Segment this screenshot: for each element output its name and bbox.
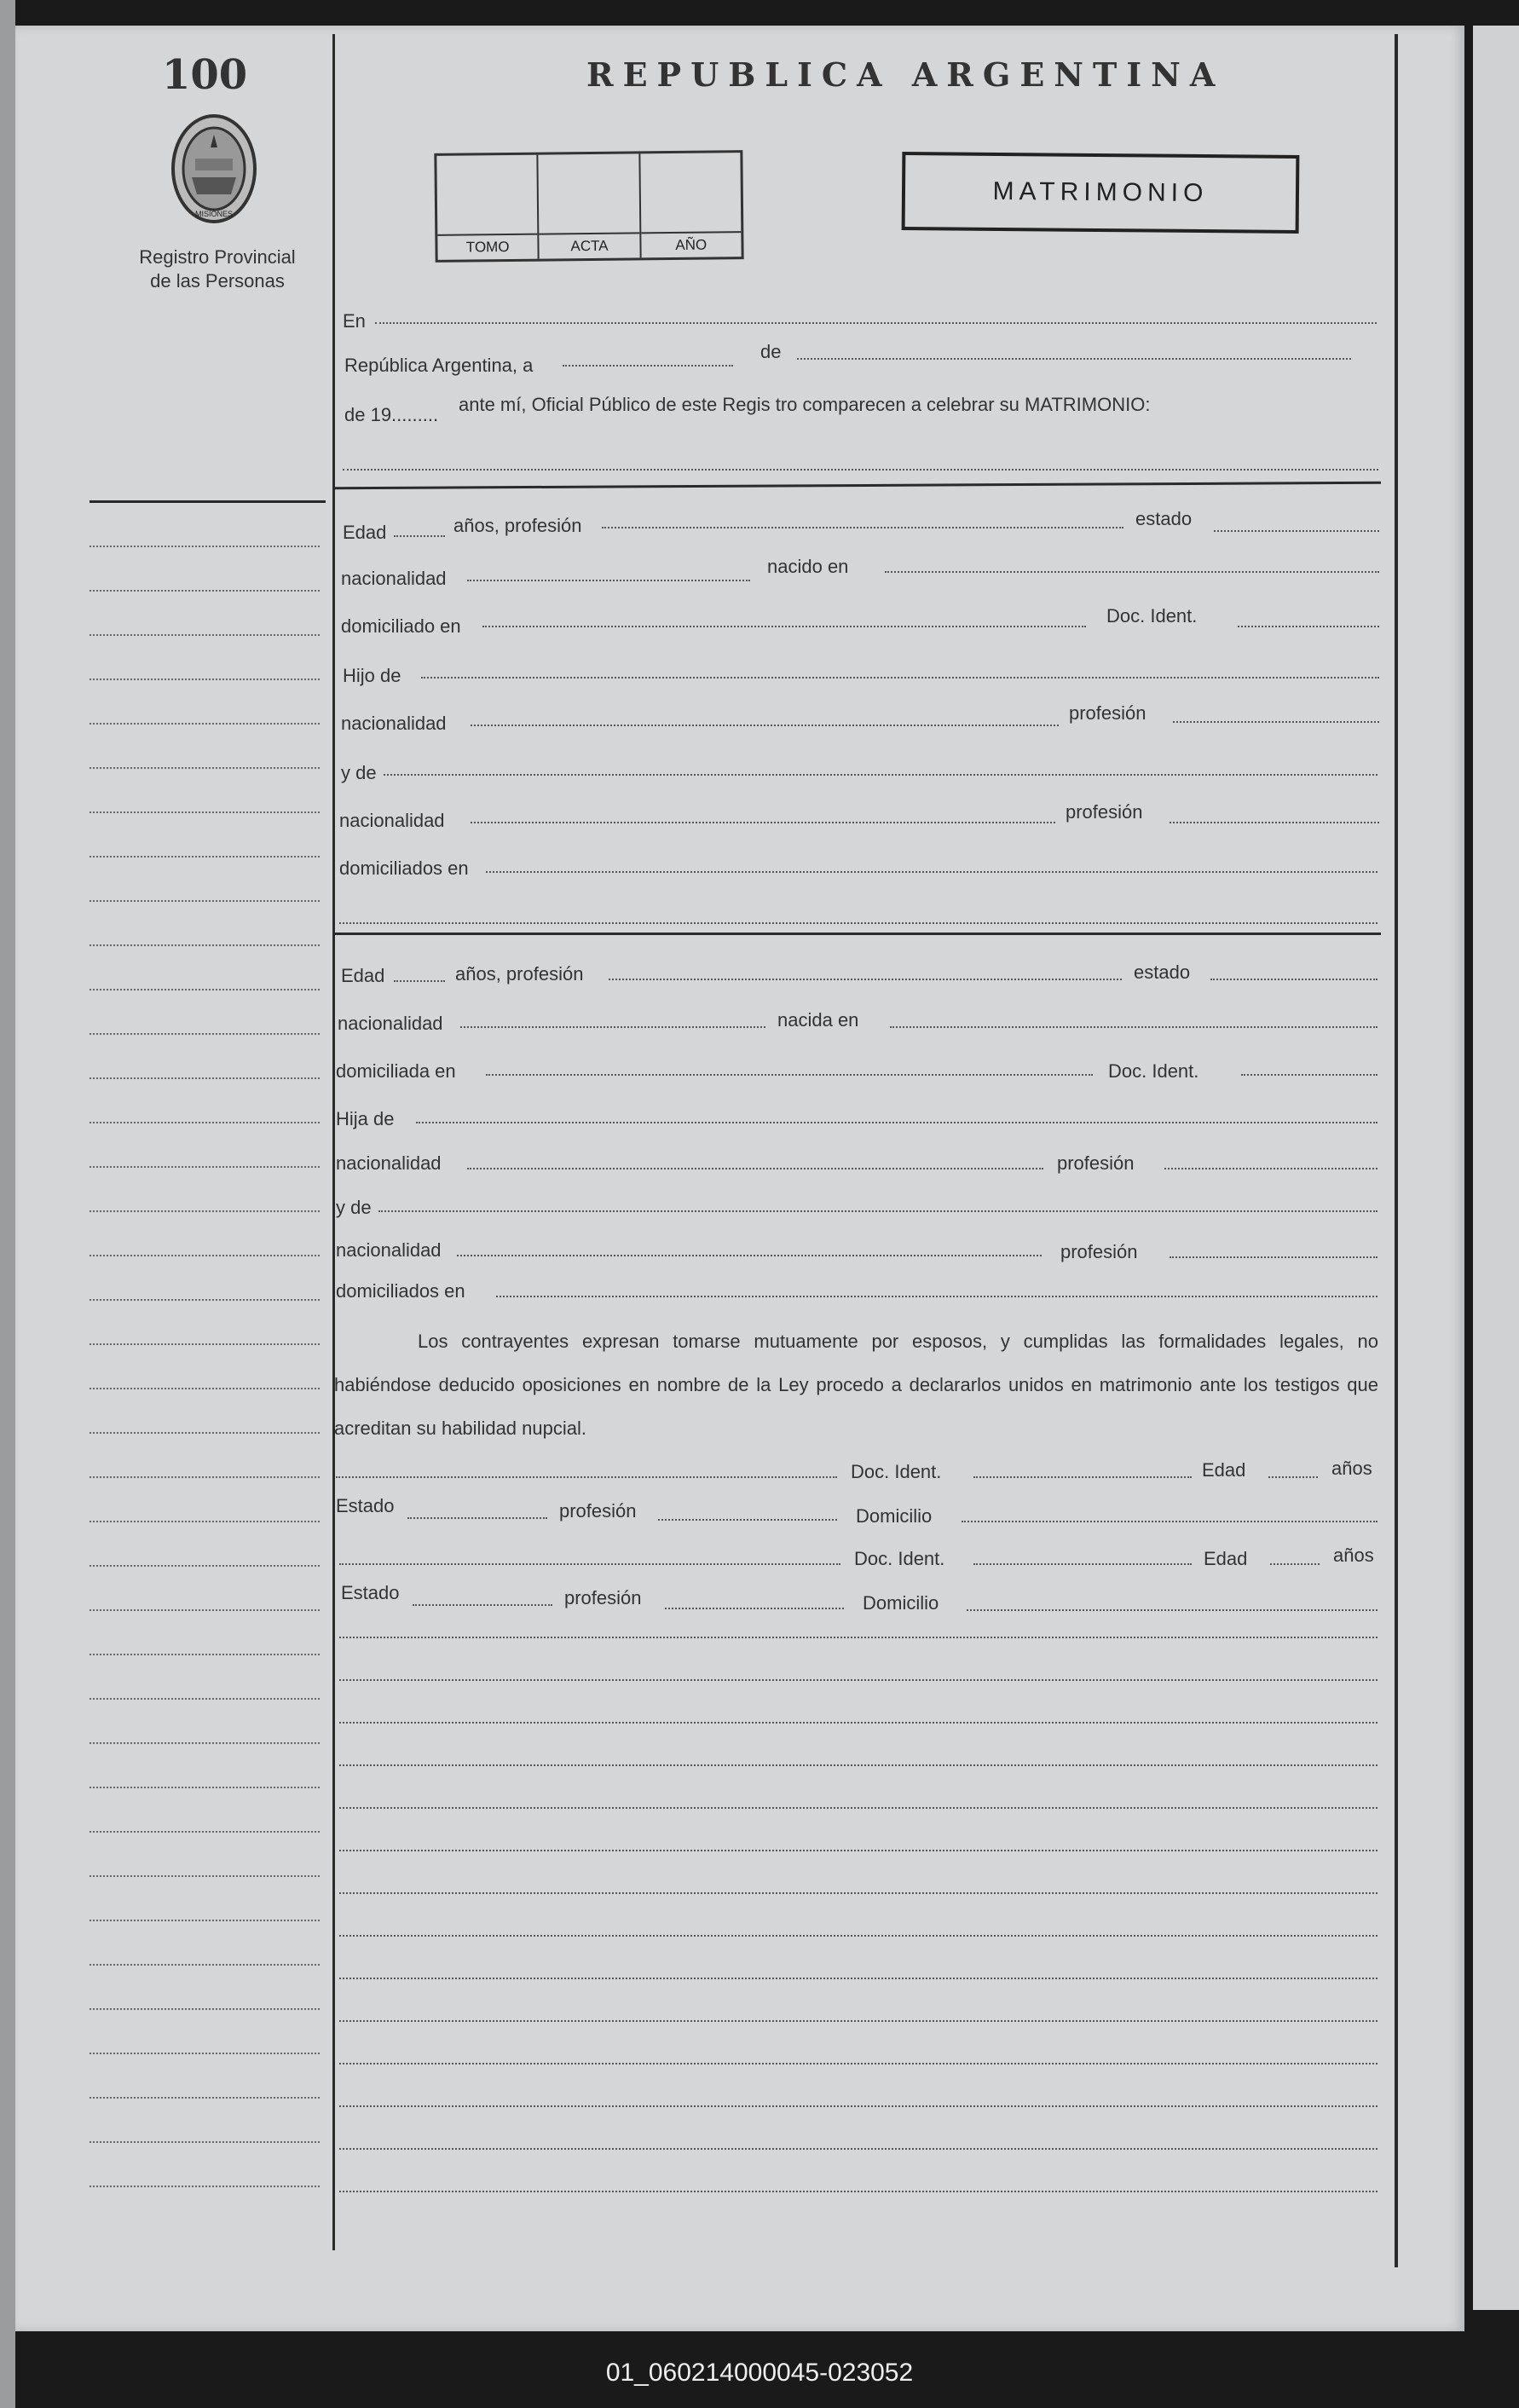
margin-note-line[interactable] (90, 1343, 320, 1345)
margin-note-line[interactable] (90, 1787, 320, 1788)
groom-estado-label: estado (1135, 508, 1193, 529)
margin-note-line[interactable] (90, 590, 320, 592)
margin-note-line[interactable] (90, 1299, 320, 1301)
margin-note-line[interactable] (90, 1476, 320, 1478)
bride-profesion-label: años, profesión (455, 963, 584, 985)
witness1-profesion-field[interactable] (658, 1519, 837, 1521)
tomo-label: TOMO (437, 234, 538, 257)
month-field[interactable] (797, 358, 1351, 360)
groom-father-field[interactable] (421, 677, 1379, 679)
notes-line[interactable] (339, 1722, 1377, 1724)
right-border (1395, 34, 1398, 2267)
groom-profesion-field[interactable] (602, 527, 1123, 528)
witness1-domicilio-field[interactable] (962, 1521, 1377, 1522)
notes-line[interactable] (339, 1935, 1377, 1937)
groom-domicilio-label: domiciliado en (341, 615, 461, 637)
groom-parents-dom-label: domiciliados en (339, 858, 469, 879)
witness2-edad-label: Edad (1204, 1548, 1248, 1569)
groom-parents-dom-field[interactable] (486, 871, 1377, 873)
margin-note-line[interactable] (90, 1831, 320, 1833)
margin-note-line[interactable] (90, 1742, 320, 1744)
groom-doc-field[interactable] (1238, 626, 1379, 627)
margin-note-line[interactable] (90, 944, 320, 946)
margin-note-line[interactable] (90, 2053, 320, 2054)
en-label: En (343, 310, 366, 332)
groom-nacionalidad-label: nacionalidad (341, 568, 447, 589)
margin-note-line[interactable] (90, 1521, 320, 1522)
acta-label: ACTA (540, 232, 640, 255)
witness2-doc-label: Doc. Ident. (854, 1548, 945, 1569)
witness2-domicilio-label: Domicilio (863, 1592, 939, 1614)
margin-note-line[interactable] (90, 900, 320, 902)
groom-domicilio-field[interactable] (482, 626, 1086, 627)
day-field[interactable] (563, 365, 733, 367)
notes-line[interactable] (339, 2105, 1377, 2107)
bride-hija-label: Hija de (336, 1108, 395, 1129)
margin-note-line[interactable] (90, 634, 320, 636)
groom-hijo-label: Hijo de (343, 665, 401, 686)
footer-id: 01_060214000045-023052 (605, 2359, 914, 2387)
witness2-estado-label: Estado (341, 1582, 400, 1603)
register-page (15, 26, 1464, 2331)
groom-edad-label: Edad (343, 522, 387, 543)
margin-note-line[interactable] (90, 1654, 320, 1655)
ano-cell[interactable] (640, 153, 742, 257)
bride-nacida-field[interactable] (890, 1026, 1377, 1028)
bride-edad-field[interactable] (394, 980, 445, 982)
groom-father-prof-field[interactable] (1173, 721, 1379, 723)
notes-line[interactable] (339, 1978, 1377, 1979)
margin-note-line[interactable] (90, 1210, 320, 1212)
bride-parents-dom-label: domiciliados en (336, 1280, 465, 1302)
groom-estado-field[interactable] (1214, 530, 1379, 532)
page-number: 100 (162, 51, 248, 99)
groom-y-de-label: y de (341, 762, 377, 783)
misiones-seal-icon (166, 109, 262, 228)
groom-mother-nac-field[interactable] (471, 822, 1055, 823)
tomo-cell[interactable] (436, 155, 540, 260)
bride-father-nac-label: nacionalidad (336, 1152, 442, 1174)
margin-note-line[interactable] (90, 1388, 320, 1389)
margin-note-line[interactable] (90, 811, 320, 813)
margin-note-line[interactable] (90, 679, 320, 680)
registry-line-2: de las Personas (150, 270, 285, 292)
margin-note-line[interactable] (90, 856, 320, 858)
margin-note-line[interactable] (90, 723, 320, 725)
witness1-estado-field[interactable] (407, 1517, 547, 1519)
margin-note-line[interactable] (90, 1077, 320, 1079)
notes-line[interactable] (339, 1637, 1377, 1638)
margin-divider (332, 34, 335, 2250)
intro-extra-field[interactable] (343, 469, 1378, 471)
bride-domicilio-field[interactable] (486, 1074, 1093, 1076)
notes-line[interactable] (339, 1764, 1377, 1766)
notes-line[interactable] (339, 2063, 1377, 2064)
page-title: REPUBLICA ARGENTINA (586, 55, 1225, 94)
witness2-anos-label: años (1333, 1545, 1374, 1566)
witness1-domicilio-label: Domicilio (856, 1505, 933, 1527)
bride-mother-nac-field[interactable] (457, 1255, 1042, 1256)
witness2-domicilio-field[interactable] (967, 1609, 1377, 1611)
margin-note-line[interactable] (90, 546, 320, 547)
bride-mother-prof-field[interactable] (1170, 1256, 1377, 1258)
groom-profesion-label: años, profesión (453, 515, 582, 536)
bride-doc-label: Doc. Ident. (1108, 1060, 1199, 1082)
groom-father-prof-label: profesión (1069, 702, 1146, 724)
bride-parents-dom-field[interactable] (496, 1296, 1377, 1297)
margin-note-line[interactable] (90, 1122, 320, 1123)
document-type-box: MATRIMONIO (902, 152, 1300, 234)
groom-mother-nac-label: nacionalidad (339, 810, 445, 831)
seal-text: MISIONES (194, 210, 234, 218)
witness1-edad-field[interactable] (1268, 1476, 1318, 1478)
margin-note-line[interactable] (90, 1255, 320, 1256)
ano-label: AÑO (641, 231, 742, 254)
witness2-profesion-field[interactable] (665, 1608, 844, 1609)
notes-line[interactable] (339, 2148, 1377, 2150)
bride-nacida-label: nacida en (777, 1009, 859, 1031)
groom-nacido-field[interactable] (885, 571, 1379, 573)
witness2-name-field[interactable] (339, 1563, 840, 1565)
margin-note-line[interactable] (90, 2008, 320, 2010)
groom-extra-field[interactable] (339, 922, 1377, 924)
margin-note-line[interactable] (90, 2186, 320, 2187)
witness2-doc-field[interactable] (973, 1563, 1192, 1565)
bride-mother-prof-label: profesión (1060, 1241, 1138, 1262)
margin-note-line[interactable] (90, 1565, 320, 1567)
bride-doc-field[interactable] (1241, 1074, 1377, 1076)
de-label: de (760, 341, 782, 362)
notes-line[interactable] (339, 2020, 1377, 2022)
bride-estado-field[interactable] (1210, 979, 1377, 980)
witness2-edad-field[interactable] (1270, 1563, 1320, 1565)
bride-domicilio-label: domiciliada en (336, 1060, 456, 1082)
year-label: de 19......... (344, 404, 439, 425)
ante-text: ante mí, Oficial Público de este Regis tro comparecen a celebrar su MATRIMONIO: (459, 394, 1151, 415)
witness2-estado-field[interactable] (413, 1604, 552, 1606)
bride-profesion-field[interactable] (609, 979, 1122, 980)
witness1-name-field[interactable] (336, 1476, 837, 1478)
groom-doc-label: Doc. Ident. (1106, 605, 1198, 627)
bride-father-prof-label: profesión (1057, 1152, 1135, 1174)
notes-line[interactable] (339, 1850, 1377, 1851)
notes-line[interactable] (339, 1892, 1377, 1894)
margin-note-line[interactable] (90, 1166, 320, 1168)
margin-top-rule (90, 500, 326, 503)
bride-nacionalidad-label: nacionalidad (338, 1013, 443, 1034)
bride-father-prof-field[interactable] (1164, 1168, 1377, 1169)
declaration-text (334, 1319, 1378, 1450)
declaration-body: Los contrayentes expresan tomarse mutuamente por esposos, y cumplidas las formalidades legales, no habiéndose deducido oposiciones en nombre de la Ley procedo a declararlos unidos en matrimonio ante los testigos que acreditan su habilidad nupcial. (334, 1331, 1378, 1439)
groom-father-nac-field[interactable] (471, 725, 1059, 726)
groom-mother-prof-field[interactable] (1170, 822, 1379, 823)
margin-note-line[interactable] (90, 767, 320, 769)
record-grid (434, 150, 743, 263)
groom-father-nac-label: nacionalidad (341, 713, 447, 734)
notes-line[interactable] (339, 1679, 1377, 1681)
witness1-edad-label: Edad (1202, 1459, 1246, 1481)
registry-line-1: Registro Provincial (139, 246, 296, 268)
bride-father-field[interactable] (416, 1122, 1377, 1123)
groom-mother-field[interactable] (384, 774, 1377, 776)
book-binding-edge (0, 0, 15, 2408)
groom-nacido-label: nacido en (767, 556, 849, 577)
bride-section-rule (334, 933, 1381, 935)
margin-note-line[interactable] (90, 989, 320, 990)
margin-note-line[interactable] (90, 1609, 320, 1611)
margin-note-line[interactable] (90, 1698, 320, 1700)
bride-nacionalidad-field[interactable] (460, 1026, 765, 1028)
acta-cell[interactable] (539, 153, 642, 258)
groom-mother-prof-label: profesión (1066, 801, 1143, 823)
next-page-edge (1473, 26, 1519, 2310)
registry-name (128, 245, 307, 293)
witness1-profesion-label: profesión (559, 1500, 637, 1522)
bride-mother-field[interactable] (378, 1210, 1377, 1212)
bride-edad-label: Edad (341, 965, 385, 986)
margin-note-line[interactable] (90, 1875, 320, 1877)
witness1-doc-field[interactable] (973, 1476, 1192, 1478)
margin-note-line[interactable] (90, 1920, 320, 1921)
notes-line[interactable] (339, 2191, 1377, 2192)
bride-estado-label: estado (1134, 961, 1191, 983)
witness1-doc-label: Doc. Ident. (851, 1461, 942, 1482)
margin-note-line[interactable] (90, 1964, 320, 1966)
en-field[interactable] (375, 322, 1377, 324)
witness2-profesion-label: profesión (564, 1587, 642, 1608)
margin-note-line[interactable] (90, 1033, 320, 1035)
groom-nacionalidad-field[interactable] (467, 580, 750, 581)
groom-edad-field[interactable] (394, 535, 445, 537)
margin-note-line[interactable] (90, 2141, 320, 2143)
margin-note-line[interactable] (90, 1432, 320, 1434)
margin-note-line[interactable] (90, 2097, 320, 2099)
bride-y-de-label: y de (336, 1197, 372, 1218)
republica-label: República Argentina, a (344, 355, 534, 376)
witness1-estado-label: Estado (336, 1495, 395, 1516)
bride-father-nac-field[interactable] (467, 1168, 1043, 1169)
notes-line[interactable] (339, 1807, 1377, 1809)
bride-mother-nac-label: nacionalidad (336, 1239, 442, 1261)
witness1-anos-label: años (1331, 1458, 1372, 1479)
